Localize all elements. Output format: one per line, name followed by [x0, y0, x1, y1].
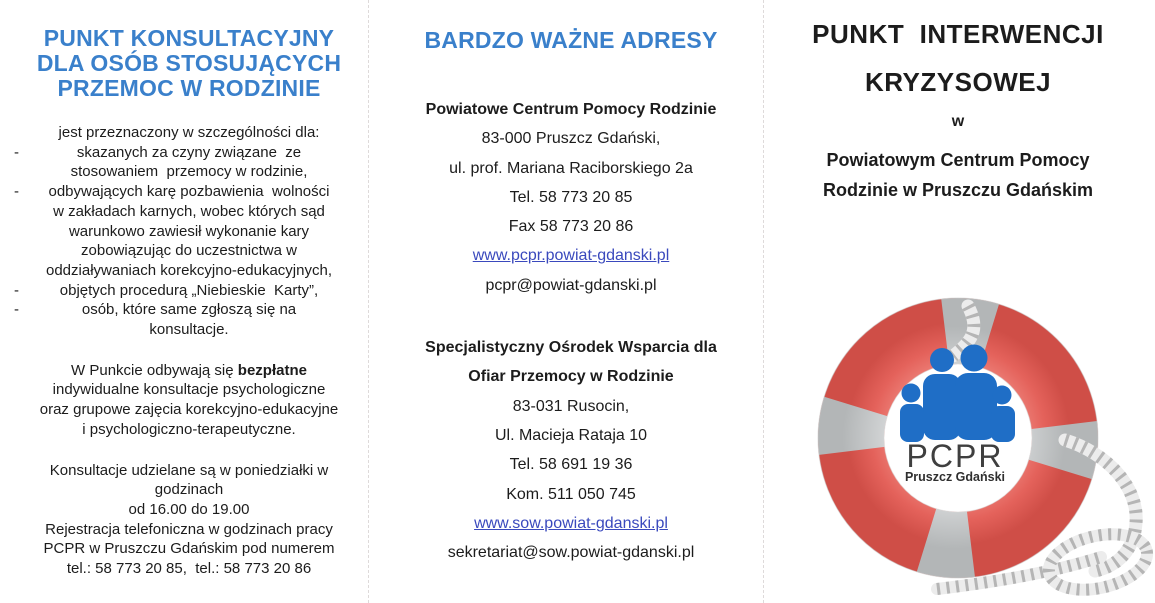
- intro-line: - odbywających karę pozbawienia wolności: [8, 182, 370, 202]
- title-line: DLA OSÓB STOSUJĄCYCH: [36, 50, 342, 76]
- intro-line: - osób, które same zgłoszą się na: [8, 300, 370, 320]
- interwencji-subtitle: [766, 145, 1150, 205]
- schedule-line: od 16.00 do 19.00: [128, 500, 250, 518]
- pcpr-logo-city: Pruszcz Gdański: [904, 470, 1006, 484]
- offer-line: i psychologiczno-terapeutyczne.: [82, 420, 296, 438]
- intro-line: warunkowo zawiesił wykonanie kary: [68, 222, 310, 240]
- interwencji-title: [766, 10, 1150, 106]
- connector-w: w: [951, 113, 965, 130]
- panel-adresy: [394, 0, 748, 567]
- schedule-line: godzinach: [154, 481, 224, 499]
- address-block-pcpr: [394, 95, 748, 300]
- intro-line: w zakładach karnych, wobec których sąd: [53, 202, 325, 220]
- pcpr-address-lines: [394, 124, 748, 241]
- fold-line-right: [763, 0, 764, 603]
- sow-name-line: Specjalistyczny Ośrodek Wsparcia dla: [425, 339, 717, 357]
- pcpr-name: Powiatowe Centrum Pomocy Rodzinie: [425, 101, 717, 118]
- schedule-line: Rejestracja telefoniczna w godzinach pracy: [45, 520, 333, 538]
- pcpr-logo-text: PCPR: [906, 438, 1004, 474]
- intro-line: - skazanych za czyny związane ze: [8, 143, 370, 163]
- offer-bold: bezpłatne: [237, 361, 307, 379]
- schedule-line: Konsultacje udzielane są w poniedziałki w: [49, 461, 329, 479]
- address-line: Tel. 58 691 19 36: [509, 456, 633, 474]
- intro-line: oddziaływaniach korekcyjno-edukacyjnych,: [46, 261, 332, 279]
- subtitle-line: Powiatowym Centrum Pomocy: [826, 150, 1090, 170]
- title-line: PUNKT KONSULTACYJNY: [43, 25, 335, 51]
- sow-name-line: Ofiar Przemocy w Rodzinie: [468, 368, 674, 386]
- title-line: PRZEMOC W RODZINIE: [57, 75, 321, 101]
- intro-line: jest przeznaczony w szczególności dla:: [58, 124, 320, 141]
- address-line: 83-000 Pruszcz Gdański,: [481, 130, 661, 148]
- sow-address-lines: [394, 392, 748, 509]
- intro-line: stosowaniem przemocy w rodzinie,: [70, 163, 308, 181]
- panel-interwencji: [766, 0, 1150, 205]
- schedule-paragraph: [8, 461, 370, 579]
- pcpr-website-link[interactable]: www.pcpr.powiat-gdanski.pl: [472, 247, 670, 265]
- schedule-line: PCPR w Pruszczu Gdańskim pod numerem: [43, 540, 335, 558]
- lifebuoy-logo-image: [805, 290, 1155, 602]
- intro-line: zobowiązując do uczestnictwa w: [81, 242, 297, 260]
- sow-website-link[interactable]: www.sow.powiat-gdanski.pl: [474, 514, 668, 532]
- intro-list: [8, 123, 370, 340]
- address-block-sow: [394, 333, 748, 567]
- address-line: Tel. 58 773 20 85: [509, 188, 633, 206]
- offer-line: oraz grupowe zajęcia korekcyjno-edukacyjne: [39, 401, 339, 419]
- address-line: 83-031 Rusocin,: [512, 397, 630, 415]
- address-line: Ul. Macieja Rataja 10: [494, 426, 648, 444]
- offer-paragraph: [8, 361, 370, 440]
- title-line: PUNKT INTERWENCJI: [812, 19, 1104, 49]
- panel-konsultacyjny: [8, 0, 370, 579]
- offer-line: indywidualne konsultacje psychologiczne: [52, 381, 326, 399]
- intro-line: - objętych procedurą „Niebieskie Karty”,: [8, 281, 370, 301]
- offer-lead: W Punkcie odbywają się: [71, 361, 238, 379]
- subtitle-line: Rodzinie w Pruszczu Gdańskim: [822, 180, 1094, 200]
- intro-line: konsultacje.: [149, 321, 229, 339]
- title-line: KRYZYSOWEJ: [864, 67, 1052, 97]
- pcpr-email: pcpr@powiat-gdanski.pl: [485, 276, 657, 294]
- address-line: Fax 58 773 20 86: [508, 218, 634, 236]
- konsultacyjny-title: [8, 26, 370, 101]
- address-line: Kom. 511 050 745: [506, 485, 636, 503]
- offer-line: [8, 361, 370, 381]
- offer-rest: [8, 380, 370, 439]
- adresy-title: BARDZO WAŻNE ADRESY: [424, 27, 718, 53]
- address-line: ul. prof. Mariana Raciborskiego 2a: [449, 159, 693, 177]
- sow-email: sekretariat@sow.powiat-gdanski.pl: [447, 544, 695, 562]
- schedule-line: tel.: 58 773 20 85, tel.: 58 773 20 86: [66, 560, 312, 578]
